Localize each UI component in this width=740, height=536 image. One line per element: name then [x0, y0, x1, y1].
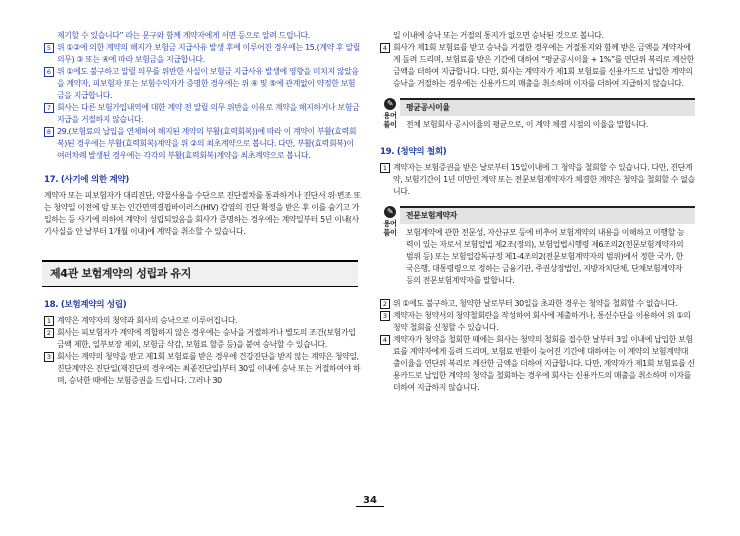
list-item: 1 계약은 계약자의 청약과 회사의 승낙으로 이루어집니다. [44, 315, 362, 327]
glossary-definition: 전체 보험회사 공시이율의 평균으로, 이 계약 체결 시점의 이율을 말합니다. [406, 120, 648, 129]
glossary-badge: ✎ 용어 풀이 [383, 99, 397, 129]
glossary-term: 전문보험계약자 [400, 206, 695, 224]
list-item: 4 계약자가 청약을 철회한 때에는 회사는 청약의 철회를 접수한 날부터 3일 이내에 납입한 보험료를 계약자에게 돌려 드리며, 보험료 반환이 늦어진 기간에 대하여는 이 계약의 보험계약대출이율을 연단위 복리로 계산한 금액을 더하여 지급합니다. 다만, 계약자가 제1회 보험료를 신용카드로 납입한 계약의 청약을 철회하는 경우에 회사는 신용카드의 매출을 취소하며 이자를 더하여 지급하지 않습니다. [380, 334, 695, 394]
list-item: 3 회사는 계약의 청약을 받고 제1회 보험료를 받은 경우에 건강진단을 받지 않는 계약은 청약일, 진단계약은 진단일(재진단의 경우에는 최종진단일)부터 30일 이내에 승낙 또는 거절하여야 하며, 승낙한 때에는 보험증권을 드립니다. 그러나 30 [44, 351, 362, 387]
pencil-icon: ✎ [384, 206, 396, 218]
section-18-title: 18. (보험계약의 성립) [44, 300, 127, 310]
chapter-heading: 제4관 보험계약의 성립과 유지 [42, 260, 358, 287]
section-17-body: 계약자 또는 피보험자가 대리진단, 약물사용을 수단으로 진단절차를 통과하거나 진단서 위·변조 또는 청약일 이전에 암 또는 인간면역결핍바이러스(HIV) 감염의 진단 확정을 받은 후 이를 숨기고 가입하는 등 사기에 의하여 계약이 성립되었음을 회사가 증명하는 경우에는 계약일부터 5년 이내(사기사실을 안 날부터 1개월 이내)에 계약을 취소할 수 있습니다. [44, 191, 361, 236]
list-item: 7 회사는 다른 보험가입내역에 대한 계약 전 알릴 의무 위반을 이유로 계약을 해지하거나 보험금 지급을 거절하지 않습니다. [44, 102, 362, 126]
section-19-title: 19. (청약의 철회) [380, 147, 447, 157]
left-column [44, 30, 362, 387]
left-items [44, 42, 362, 162]
list-item: 4 회사가 제1회 보험료를 받고 승낙을 거절한 경우에는 거절통지와 함께 받은 금액을 계약자에게 돌려 드리며, 보험료를 받은 기간에 대하여 “평균공시이율 + 1%”를 연단위 복리로 계산한 금액을 더하여 지급합니다. 다만, 회사는 계약자가 제1회 보험료를 신용카드로 납입한 계약의 승낙을 거절하는 경우에는 신용카드의 매출을 취소하며 이자를 더하여 지급하지 않습니다. [380, 42, 695, 90]
right-column [380, 30, 695, 394]
glossary-definition: 보험계약에 관한 전문성, 자산규모 등에 비추어 보험계약의 내용을 이해하고 이행할 능력이 있는 자로서 보험업법 제2조(정의), 보험업법시행령 제6조의2(전문보험계약자의 범위 등) 또는 보험업감독규정 제1-4조의2(전문보험계약자의 범위)에서 정한 국가, 한국은행, 대통령령으로 정하는 금융기관, 주권상장법인, 지방자치단체, 단체보험계약자 등의 전문보험계약자를 말합니다. [406, 228, 685, 285]
list-item: 3 계약자는 청약서의 청약철회란을 작성하여 회사에 제출하거나, 통신수단을 이용하여 위 ①의 청약 철회를 신청할 수 있습니다. [380, 310, 695, 334]
section-17-title: 17. (사기에 의한 계약) [44, 175, 129, 185]
left-intro: 제기할 수 있습니다” 라는 문구와 함께 계약자에게 서면 등으로 알려 드립니다. [57, 31, 310, 40]
list-item: 8 29.(보험료의 납입을 연체하여 해지된 계약의 부활(효력회복))에 따라 이 계약이 부활(효력회복)된 경우에는 부활(효력회복)계약을 위 ②의 최초계약으로 봅니다. 다만, 부활(효력회복)이 여러차례 발생된 경우에는 각각의 부활(효력회복)계약을 최초계약으로 봅니다. [44, 126, 362, 162]
glossary-badge: ✎ 용어 풀이 [383, 207, 397, 237]
glossary-note [380, 206, 695, 290]
list-item: 5 위 ①②에 의한 계약의 해지가 보험금 지급사유 발생 후에 이루어진 경우에는 15.(계약 후 알릴 의무) ③ 또는 ④에 따라 보험금을 지급합니다. [44, 42, 362, 66]
right-intro: 일 이내에 승낙 또는 거절의 통지가 없으면 승낙된 것으로 봅니다. [393, 31, 604, 40]
pencil-icon: ✎ [384, 98, 396, 110]
glossary-term: 평균공시이율 [400, 98, 695, 116]
list-item: 2 위 ①에도 불구하고, 청약한 날로부터 30일을 초과한 경우는 청약을 철회할 수 없습니다. [380, 298, 695, 310]
list-item: 6 위 ①에도 불구하고 알릴 의무를 위반한 사실이 보험금 지급사유 발생에 영향을 미치지 않았음을 계약자, 피보험자 또는 보험수익자가 증명한 경우에는 위 ④ 및 ⑤에 관계없이 약정한 보험금을 지급합니다. [44, 66, 362, 102]
list-item: 1 계약자는 보험증권을 받은 날로부터 15일이내에 그 청약을 철회할 수 있습니다. 다만, 진단계약, 보험기간이 1년 미만인 계약 또는 전문보험계약자가 체결한 계약은 청약을 철회할 수 없습니다. [380, 162, 695, 198]
list-item: 2 회사는 피보험자가 계약에 적합하지 않은 경우에는 승낙을 거절하거나 별도의 조건(보험가입금액 제한, 일부보장 제외, 보험금 삭감, 보험료 할증 등)을 붙여 승낙할 수 있습니다. [44, 327, 362, 351]
page-number: 34 [356, 495, 384, 507]
glossary-note [380, 98, 695, 134]
